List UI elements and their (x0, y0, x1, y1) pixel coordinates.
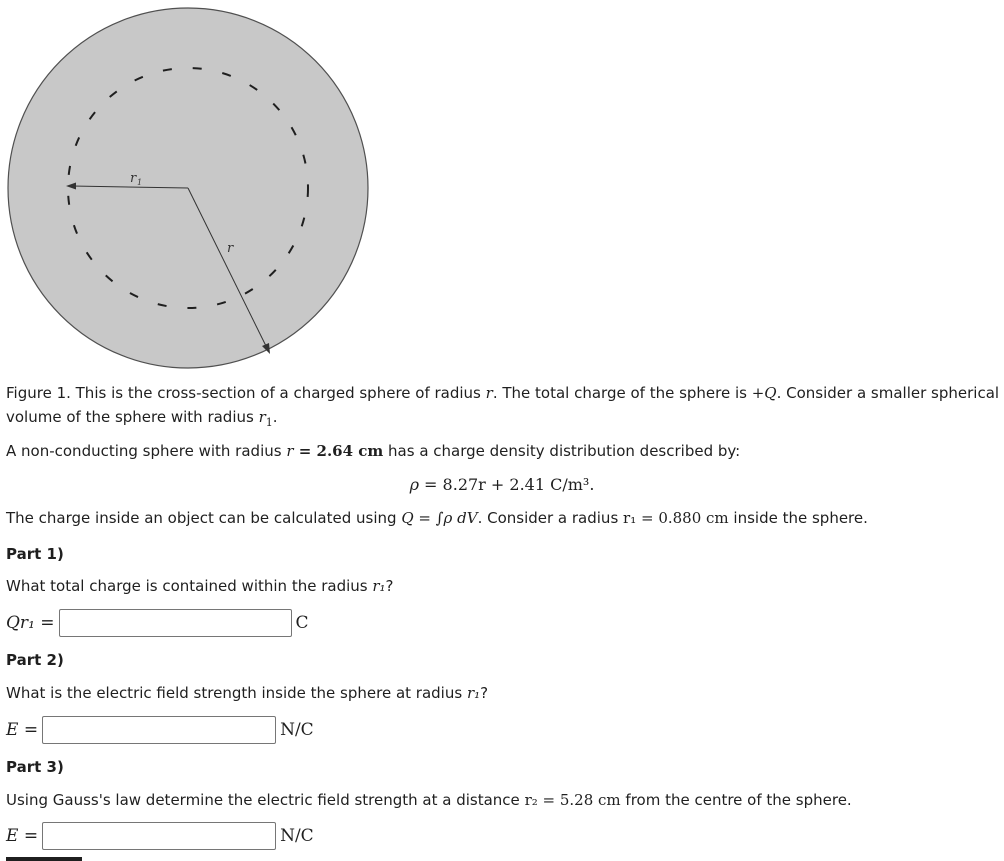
figure-caption-line2: volume of the sphere with radius $r_1$. (6, 408, 278, 429)
part3-answer-row (6, 820, 314, 852)
problem-intro: A non-conducting sphere with radius r = 2.64 cm has a charge density distribution described by: (6, 442, 741, 460)
part3-unit: N/C (280, 826, 314, 846)
part2-question: What is the electric field strength inside the sphere at radius r₁? (6, 684, 489, 702)
figure-sphere (6, 6, 372, 372)
label-r1: r (130, 171, 137, 186)
part2-answer-row (6, 714, 314, 746)
part1-question: What total charge is contained within the radius r₁? (6, 577, 394, 595)
part3-heading: Part 3) (6, 758, 64, 776)
part1-answer-row (6, 607, 309, 639)
part2-answer-input[interactable] (42, 716, 276, 744)
label-r: r (227, 241, 234, 256)
part2-lhs: E = (6, 720, 39, 740)
part2-heading: Part 2) (6, 651, 64, 669)
part2-unit: N/C (280, 720, 314, 740)
part1-lhs: Qr₁ = (6, 613, 55, 633)
label-r1-sub: 1 (137, 178, 143, 187)
charge-density-equation: ρ = 8.27r + 2.41 C/m³. (409, 475, 595, 494)
figure-caption: Figure 1. This is the cross-section of a charged sphere of radius r. The total charge of the sphere is +Q. Consider a smaller spherical (6, 384, 1000, 402)
part1-heading: Part 1) (6, 545, 64, 563)
part1-unit: C (295, 613, 309, 633)
part3-lhs: E = (6, 826, 39, 846)
part1-answer-input[interactable] (59, 609, 292, 637)
next-button-edge[interactable] (6, 857, 82, 861)
charge-formula-line: The charge inside an object can be calculated using Q = ∫ρ dV. Consider a radius r₁ = 0.880 cm inside the sphere. (6, 509, 868, 527)
part3-question: Using Gauss's law determine the electric field strength at a distance r₂ = 5.28 cm from the centre of the sphere. (6, 791, 852, 809)
sphere-diagram (6, 6, 372, 372)
part3-answer-input[interactable] (42, 822, 276, 850)
